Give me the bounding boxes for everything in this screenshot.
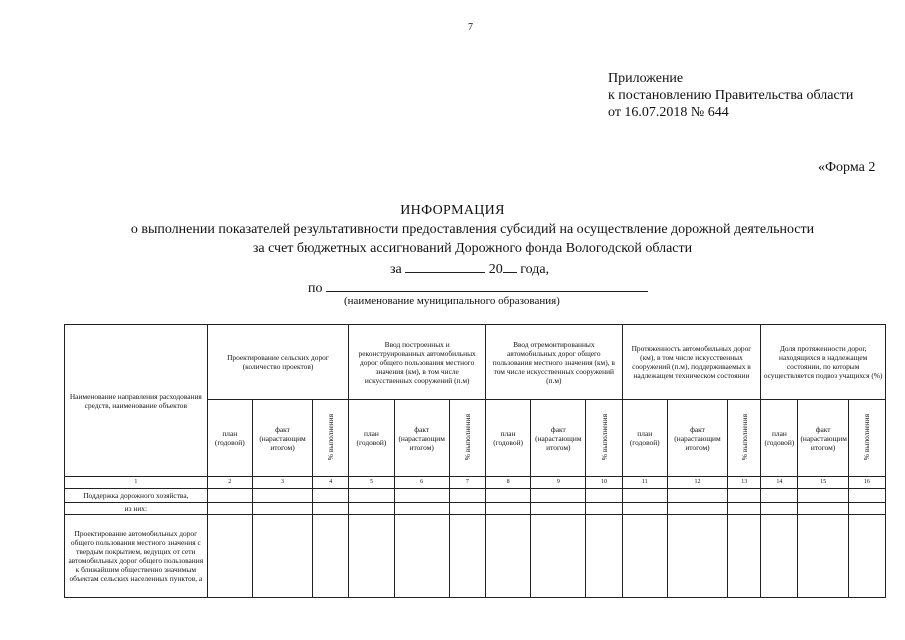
table-cell [485,503,530,515]
table-row [65,515,886,598]
sub-header-percent [586,400,622,477]
document-subtitle-line-1: о выполнении показателей результативности предоставления субсидий на осуществление дорожной деятельности [130,222,815,237]
column-number: 4 [313,477,349,489]
table-cell [761,489,798,503]
table-cell [485,489,530,503]
column-number: 8 [485,477,530,489]
header-group-maintained-length: Протяженность автомобильных дорог (км), в том числе искусственных сооружений (п.м), поддерживаемых в надлежащем техническом состоянии [622,325,761,400]
sub-header-plan: план (годовой) [349,400,394,477]
header-group-repair: Ввод отремонтированных автомобильных дорог общего пользования местного значения (км), в том числе искусственных сооружений (п.м) [485,325,622,400]
sub-header-percent-text: % выполнения [326,413,336,461]
table-cell [798,515,848,598]
appendix-block [608,70,853,121]
table-cell [586,503,622,515]
table-cell [485,515,530,598]
form-label: «Форма 2 [818,160,876,175]
table-cell [252,489,312,503]
header-name-of-direction: Наименование направления расходования средств, наименование объектов [65,325,208,477]
table-cell [349,503,394,515]
table-cell [449,515,485,598]
table-cell [761,515,798,598]
column-number: 3 [252,477,312,489]
sub-header-percent [728,400,761,477]
table-cell [349,515,394,598]
table-cell [394,515,449,598]
sub-header-plan: план (годовой) [207,400,252,477]
header-group-construction: Ввод построенных и реконструированных автомобильных дорог общего пользования местного значения (км), в том числе искусственных сооружений (п.м) [349,325,486,400]
row-label: Проектирование автомобильных дорог общего пользования местного значения с твердым покрытием, ведущих от сети автомобильных дорог общего пользования к ближайшим общественно значимым объектам сельских населенных пунктов, а [65,515,208,598]
table-cell [728,503,761,515]
table-cell [622,515,667,598]
table-cell [313,515,349,598]
year-prefix: за [390,262,402,277]
year-blank-1 [405,260,485,273]
column-number: 7 [449,477,485,489]
sub-header-fact: факт (нарастающим итогом) [667,400,727,477]
appendix-line-1: Приложение [608,71,684,86]
document-subtitle-line-2: за счет бюджетных ассигнований Дорожного фонда Вологодской области [252,241,693,256]
column-number: 15 [798,477,848,489]
table-cell [667,515,727,598]
year-blank-2 [503,260,517,273]
column-number: 14 [761,477,798,489]
sub-header-plan: план (годовой) [761,400,798,477]
table-cell [586,489,622,503]
column-number: 6 [394,477,449,489]
column-number: 11 [622,477,667,489]
table-cell [449,489,485,503]
table-cell [798,489,848,503]
document-title: ИНФОРМАЦИЯ [400,203,505,218]
table-cell [848,503,885,515]
table-cell [622,503,667,515]
year-suffix: года, [520,262,550,277]
table-row [65,503,886,515]
table-cell [798,503,848,515]
sub-header-fact: факт (нарастающим итогом) [394,400,449,477]
sub-header-percent-text: % выполнения [599,413,609,461]
sub-header-fact: факт (нарастающим итогом) [252,400,312,477]
table-cell [531,503,586,515]
table-cell [531,515,586,598]
po-prefix: по [308,281,323,296]
column-number: 16 [848,477,885,489]
appendix-line-2: к постановлению Правительства области [608,88,854,103]
table-cell [349,489,394,503]
row-label: Поддержка дорожного хозяйства, [65,489,208,503]
table-cell [252,503,312,515]
sub-header-percent-text: % выполнения [462,413,472,461]
column-number: 9 [531,477,586,489]
header-group-school-roads-share: Доля протяженности дорог, находящихся в надлежащем состоянии, по которым осуществляется подвоз учащихся (%) [761,325,886,400]
column-number-row [65,477,886,489]
column-number: 10 [586,477,622,489]
table-cell [207,515,252,598]
table-cell [252,515,312,598]
table-cell [313,489,349,503]
sub-header-plan: план (годовой) [485,400,530,477]
municipality-blank [326,279,648,292]
sub-header-percent [313,400,349,477]
year-mid: 20 [488,262,503,277]
table-row [65,489,886,503]
table-cell [848,515,885,598]
column-number: 5 [349,477,394,489]
sub-header-percent [848,400,885,477]
column-number: 1 [65,477,208,489]
table-cell [207,489,252,503]
table-cell [667,489,727,503]
sub-header-fact: факт (нарастающим итогом) [531,400,586,477]
sub-header-percent-text: % выполнения [739,413,749,461]
sub-header-percent [449,400,485,477]
sub-header-plan: план (годовой) [622,400,667,477]
table-cell [761,503,798,515]
sub-header-percent-text: % выполнения [862,413,872,461]
table-cell [586,515,622,598]
table-cell [848,489,885,503]
table-cell [622,489,667,503]
column-number: 2 [207,477,252,489]
appendix-line-3: от 16.07.2018 № 644 [608,105,729,120]
table-cell [449,503,485,515]
table-cell [728,515,761,598]
table-cell [531,489,586,503]
table-cell [394,489,449,503]
page-number: 7 [468,22,473,33]
table-cell [394,503,449,515]
indicators-table [64,324,886,598]
table-cell [728,489,761,503]
column-number: 13 [728,477,761,489]
sub-header-fact: факт (нарастающим итогом) [798,400,848,477]
row-label: из них: [65,503,208,515]
table-cell [313,503,349,515]
year-line [390,260,549,278]
municipality-hint: (наименование муниципального образования) [344,295,560,307]
column-number: 12 [667,477,727,489]
header-group-design: Проектирование сельских дорог (количество проектов) [207,325,349,400]
table-cell [667,503,727,515]
table-cell [207,503,252,515]
